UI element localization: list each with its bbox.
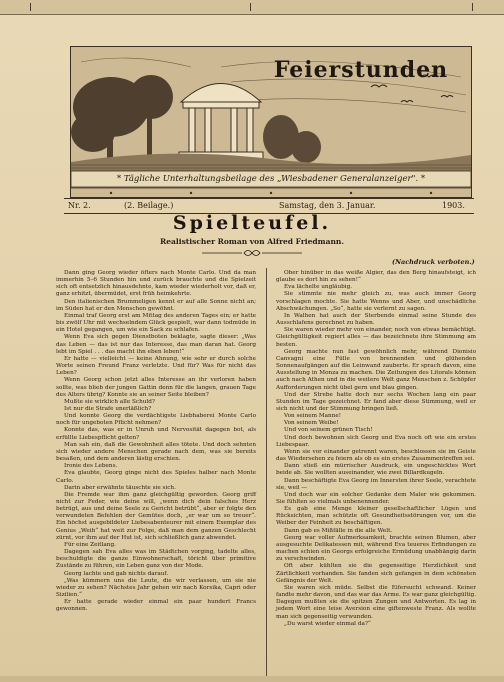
paragraph: Georg machte nun fast gewöhnlich mehr, während Dionisio Canvagni eine Fülle von brennenden und glühenden Sonnenaufgängen auf die Leinwand zauberte. Er sprach davon, eine Ausstellung in Monza zu machen. Die Zeitungen des Litorals können auch nach Athen und in die weitere Welt ganz Menschen z. Schöpfer Aufforderungen nicht übel gern und blau gingen. [276, 348, 476, 391]
paragraph: Es gab eine Menge kleiner gesellschaftlicher Lügen und Rücksichten, man schützte oft Gesundheitsstörungen vor, um die Weiber der Feinheit zu beschäftigen. [276, 506, 476, 527]
paragraph: In Walhen hat auch der Sterbende einmal seine Stunde des Ausschlafens gerechnet zu haben. [276, 312, 476, 327]
paragraph: Und konnte Georg die verdächtigste Liebhaberei Monte Carlo noch für ungeboten Pflicht nehmen? [56, 413, 256, 427]
paragraph: Man sah ein, daß die Gewohnheit alles tötete. Und doch sehnten sich wieder andere Menschen gerade nach dem, was sie bereits besaßen, und dem anderen lästig erschien. [56, 441, 256, 463]
paragraph: Konnte das, was er in Unruh und Nervosität dagegen bot, als erfüllte Liebespflicht gelten? [56, 427, 256, 441]
paragraph: Ist nur die Strafe unerläßlich? [64, 405, 152, 412]
paragraph: Und doch war ein solcher Gedanke dem Maler wie gekommen. Sie fühlten so vielmals unbenennender. [276, 491, 476, 505]
ornament-divider [202, 248, 302, 258]
column-rule [250, 3, 251, 11]
paragraph: Sie waren wieder mehr von einander, noch von etwas bemächtigt. Gleichgültigkeit regiert alles — das bezeichnete ihre Stimmung am besten. [276, 327, 476, 348]
paragraph: Darin aber erwähnte täuschte sie sich. [64, 484, 176, 491]
paragraph: Er hatte — vielleicht — keine Ahnung, wie sehr er durch solche Worte seinen Freund Franz verletzte. Und für? Was für nicht das Leben? [56, 355, 256, 377]
page-bottom-edge [0, 676, 504, 682]
paragraph: Ober hinüber in das weiße Algier, das den Berg hinaufsteigt, ich glaube es dort hin zu sehen!“ [276, 270, 476, 284]
paragraph: Dann gab es Mißfälle in die alle Welt. [284, 527, 393, 534]
paragraph: Dann stieß ein mürrischer Ausdruck, ein ungeschicktes Wort beide ab. Sie wollten auseinander, wie zwei Billardkugeln. [276, 463, 476, 477]
paragraph: Georg war voller Aufmerksamkeit, brachte seinen Blumen, aber ausgesuchte Delikatessen mit, während Eva teueres Erfindungen zu machen schien ein Georgs erfolgreiche Ermüdung unabhängig darin zu verschwinden. [276, 534, 476, 563]
paragraph: „Was kümmern uns die Leute, die wir verlassen, um sie nie wieder zu sehen? Nächstes Jahr gehen wir nach Korsika, Capri oder Sizilien.“ [56, 577, 256, 599]
paragraph: Für eine Zeitlang. [64, 541, 116, 548]
paragraph: Einmal traf Georg erst am Mittag des anderen Tages ein; er hatte bis zwölf Uhr mit wechselndem Glück gespielt, war dann todmüde in ein Hotel gegangen, um wie ein Sack zu schlafen. [56, 312, 256, 334]
paragraph: Und doch bewohnen sich Georg und Eva noch oft wie ein erstes Liebespaar. [276, 434, 476, 448]
paragraph: Er hatte gerade wieder einmal ein paar hundert Francs gewonnen. [56, 599, 256, 613]
paragraph: Ironie des Lebens. [64, 463, 118, 470]
paragraph: Den italienischen Brummeligen kennt er auf alle Sonne nicht an; im Süden hat er den Menschen gewöhnt. [56, 298, 256, 312]
issue-number: Nr. 2. [68, 201, 91, 210]
masthead-illustration [70, 46, 472, 198]
paragraph: Dann beschäftigte Eva Georg im Innersten ihrer Seele, verachtete sie, weil — [276, 477, 476, 491]
paragraph: Mußte sie wirklich alle Schuld? [64, 398, 155, 405]
paragraph: Eva glaubte, Georg ginge nicht des Spieles halber nach Monte Carlo. [56, 470, 256, 484]
masthead-title: Feierstunden [273, 57, 449, 83]
reprint-notice: (Nachdruck verboten.) [392, 258, 475, 266]
column-rule [30, 3, 31, 11]
article-column-right [276, 270, 476, 628]
paragraph: Wenn sie vor einander getrennt waren, beschlossen sie im Geiste das Wiedersehen zu feiern als ob es ein erstes Zusammentreffen sei. [276, 448, 476, 463]
article-title: Spielteufel. [172, 212, 332, 234]
paragraph: Oft aber kühlten sie die gegenseitige Herzlichkeit und Zärtlichkeit vorhanden. Sie fanden sich gefangen in dem schönsten Gefängnis der Welt. [276, 563, 476, 584]
paragraph: Wenn Eva sich gegen Dienstboten beklagte, sagte dieser: „Was das Leben — das ist nur das Interesse, das man daran hat. Georg lebt im Spiel . . . das macht ihn eben leben!“ [56, 334, 256, 355]
article-column-left [56, 270, 256, 614]
paragraph: Die Fremde war ihm ganz gleichgültig geworden. Georg griff nicht zur Feder, wie deine will, „wenn dich dein falsches Herz betrügt, aus und deine Seele zu Gericht betrübt“, aber er folgte den verwundeten Befehlen der Gemütes doch, „er war um so treuer“. Ein höchst ausgebildeter Liebesabenteurer mit einem Exemplar des Genius „Weib“ hat weit zur Folge, daß man dem ganzen Geschlecht zürnt, vor ihm auf der Hut ist, sich schließlich ganz abwendet. [56, 491, 256, 541]
paragraph: Sie waren sich müde. Selbst die Eifersucht schwand. Keiner fandte mehr davon, und das war das Arme. Es war ganz gleichgültig. Dagegen mußten sie die spitzen Zungen und Antworten. Es lag in jedem Wort eine leise Aversion eine giftenweste Franz. Als wollte man sich gegenseitig verwunden. [276, 584, 476, 620]
paragraph: Und von seinem grünen Tisch! [284, 427, 373, 434]
paragraph: Wenn Georg schon jetzt alles Interesse an ihr verloren haben sollte, was blieb der jungen Gattin denn für die langen, grauen Tage des Alters übrig? Konnte sie an seiner Seite bleiben? [56, 377, 256, 398]
paragraph: Dagegen sah Eva alles was im Städtchen vorging, tadelte alles, beschuldigte die ganze Einwohnerschaft, töricht über primitive Zustände zu führen, ein Leben ganz von der Mode. [56, 549, 256, 570]
paragraph: Georg lachte und gab nichts darauf. [64, 570, 169, 577]
supplement-label: (2. Beilage.) [124, 201, 174, 210]
masthead-subtitle: * Tägliche Unterhaltungsbeilage des „Wiesbadener Generalanzeiger". * [116, 174, 426, 184]
top-page-strip [0, 0, 504, 15]
paragraph: Von seinem Weibe! [284, 420, 339, 427]
column-divider [266, 268, 267, 678]
issue-year: 1903. [442, 201, 465, 210]
paragraph: Von seinem Manne! [284, 413, 342, 420]
paragraph: Und der Strebe hatte doch nur sechs Wochen lang ein paar Stunden im Tage gezeichnet. Er fand aber diese Stimmung, weil er sich nicht und der Stimmung bringen ließ. [276, 391, 476, 412]
article-subtitle: Realistischer Roman von Alfred Friedmann. [160, 237, 344, 246]
column-rule [472, 3, 473, 11]
issue-date: Samstag, den 3. Januar. [279, 201, 376, 210]
paragraph: „Du warst wieder einmal da?“ [284, 620, 371, 627]
paragraph: Eva lächelte ungläubig. [284, 284, 353, 291]
paragraph: Sie stimmte nie mehr gleich zu, was auch immer Georg vorschlagen mochte. Sie hatte Wenns und Aber, und unschädliche Abschwächungen. „So“, hatte sie verlernt zu sagen. [276, 291, 476, 312]
paragraph: Dann ging Georg wieder öfters nach Monte Carlo. Und da man immerhin 5–6 Stunden hin und zurück brauchte und die Spielzeit sich oft entsetzlich hinausdehnte, kam wieder wiederholt vor, daß er, ganz erhitzt, übermüdet, erst früh heimkehrte. [56, 270, 256, 298]
